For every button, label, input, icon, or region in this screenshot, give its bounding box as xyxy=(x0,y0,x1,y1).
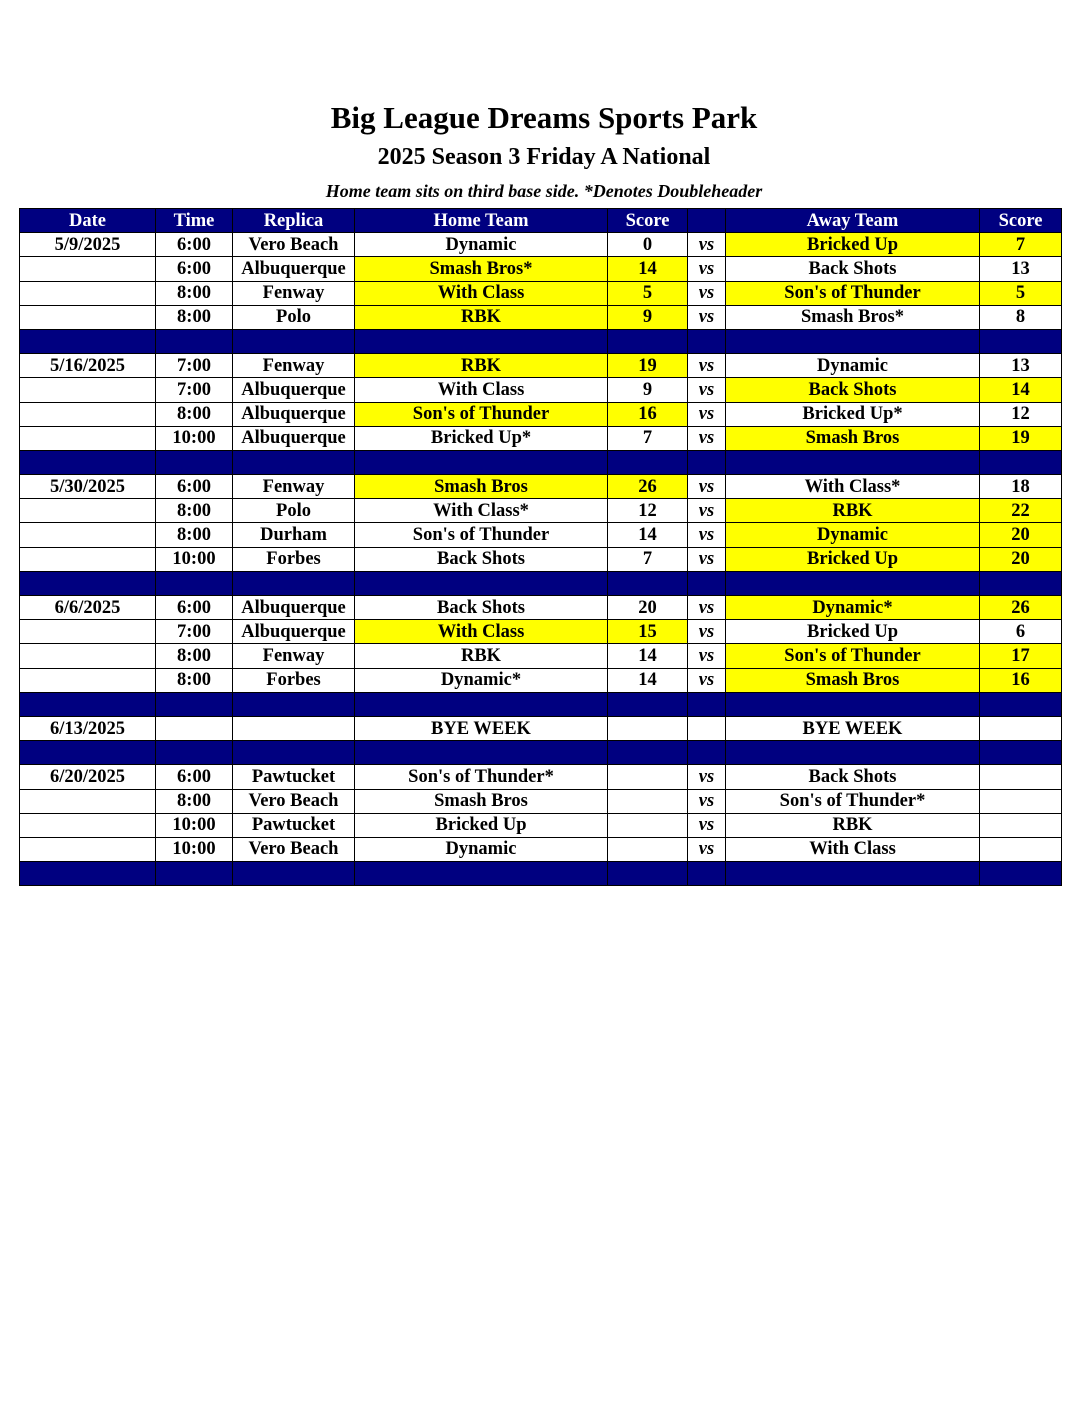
separator-cell xyxy=(980,862,1062,886)
separator-cell xyxy=(156,450,233,474)
vs-cell: vs xyxy=(688,620,726,644)
away-score-cell: 7 xyxy=(980,233,1062,257)
away-team-cell: Smash Bros* xyxy=(726,305,980,329)
home-score-cell: 14 xyxy=(608,668,688,692)
time-cell: 6:00 xyxy=(156,765,233,789)
table-row xyxy=(20,644,1062,668)
away-team-cell: Back Shots xyxy=(726,378,980,402)
separator-cell xyxy=(233,862,355,886)
table-row xyxy=(20,402,1062,426)
separator-cell xyxy=(726,862,980,886)
away-score-cell: 6 xyxy=(980,620,1062,644)
week-separator-row xyxy=(20,862,1062,886)
separator-cell xyxy=(20,741,156,765)
replica-cell: Albuquerque xyxy=(233,378,355,402)
vs-cell: vs xyxy=(688,644,726,668)
away-score-cell: 13 xyxy=(980,257,1062,281)
vs-cell xyxy=(688,716,726,740)
time-cell: 8:00 xyxy=(156,499,233,523)
away-team-cell: Bricked Up xyxy=(726,620,980,644)
home-team-cell: With Class xyxy=(355,620,608,644)
header-home-team: Home Team xyxy=(355,209,608,233)
away-score-cell xyxy=(980,837,1062,861)
replica-cell: Albuquerque xyxy=(233,596,355,620)
replica-cell: Albuquerque xyxy=(233,426,355,450)
separator-cell xyxy=(355,329,608,353)
date-cell: 5/16/2025 xyxy=(20,354,156,378)
away-score-cell: 14 xyxy=(980,378,1062,402)
replica-cell: Fenway xyxy=(233,354,355,378)
table-row xyxy=(20,305,1062,329)
time-cell: 10:00 xyxy=(156,837,233,861)
header-away-team: Away Team xyxy=(726,209,980,233)
separator-cell xyxy=(355,692,608,716)
away-score-cell: 19 xyxy=(980,426,1062,450)
separator-cell xyxy=(156,741,233,765)
separator-cell xyxy=(726,741,980,765)
vs-cell: vs xyxy=(688,426,726,450)
home-score-cell: 12 xyxy=(608,499,688,523)
vs-cell: vs xyxy=(688,765,726,789)
time-cell: 6:00 xyxy=(156,257,233,281)
home-team-cell: RBK xyxy=(355,305,608,329)
home-score-cell xyxy=(608,716,688,740)
vs-cell: vs xyxy=(688,523,726,547)
vs-cell: vs xyxy=(688,547,726,571)
page-title: Big League Dreams Sports Park xyxy=(330,100,758,135)
away-score-cell: 12 xyxy=(980,402,1062,426)
vs-cell: vs xyxy=(688,257,726,281)
separator-cell xyxy=(233,571,355,595)
home-team-cell: With Class xyxy=(355,281,608,305)
away-team-cell: With Class xyxy=(726,837,980,861)
header-home-score: Score xyxy=(608,209,688,233)
away-team-cell: Dynamic* xyxy=(726,596,980,620)
separator-cell xyxy=(726,692,980,716)
separator-cell xyxy=(20,862,156,886)
home-team-cell: With Class* xyxy=(355,499,608,523)
date-cell xyxy=(20,426,156,450)
home-score-cell: 15 xyxy=(608,620,688,644)
separator-cell xyxy=(233,329,355,353)
home-score-cell: 14 xyxy=(608,644,688,668)
away-team-cell: Smash Bros xyxy=(726,426,980,450)
home-score-cell: 26 xyxy=(608,475,688,499)
away-team-cell: Son's of Thunder* xyxy=(726,789,980,813)
away-team-cell: Back Shots xyxy=(726,765,980,789)
time-cell: 7:00 xyxy=(156,378,233,402)
time-cell: 10:00 xyxy=(156,813,233,837)
home-team-cell: RBK xyxy=(355,354,608,378)
away-team-cell: Bricked Up xyxy=(726,233,980,257)
date-cell xyxy=(20,644,156,668)
away-score-cell: 20 xyxy=(980,547,1062,571)
table-row xyxy=(20,499,1062,523)
replica-cell: Vero Beach xyxy=(233,789,355,813)
home-team-cell: Bricked Up xyxy=(355,813,608,837)
away-score-cell xyxy=(980,813,1062,837)
week-separator-row xyxy=(20,450,1062,474)
separator-cell xyxy=(156,692,233,716)
separator-cell xyxy=(608,571,688,595)
home-team-cell: Smash Bros xyxy=(355,789,608,813)
time-cell: 8:00 xyxy=(156,644,233,668)
table-row xyxy=(20,813,1062,837)
separator-cell xyxy=(980,571,1062,595)
replica-cell: Forbes xyxy=(233,668,355,692)
home-score-cell: 7 xyxy=(608,426,688,450)
replica-cell: Fenway xyxy=(233,644,355,668)
away-team-cell: Son's of Thunder xyxy=(726,644,980,668)
vs-cell: vs xyxy=(688,596,726,620)
separator-cell xyxy=(608,741,688,765)
replica-cell: Albuquerque xyxy=(233,402,355,426)
home-score-cell xyxy=(608,789,688,813)
table-row xyxy=(20,716,1062,740)
header-vs xyxy=(688,209,726,233)
separator-cell xyxy=(608,862,688,886)
date-cell xyxy=(20,305,156,329)
home-score-cell: 9 xyxy=(608,305,688,329)
table-row xyxy=(20,620,1062,644)
date-cell: 6/13/2025 xyxy=(20,716,156,740)
away-team-cell: Bricked Up xyxy=(726,547,980,571)
table-row xyxy=(20,257,1062,281)
time-cell: 6:00 xyxy=(156,233,233,257)
replica-cell: Vero Beach xyxy=(233,233,355,257)
replica-cell: Polo xyxy=(233,305,355,329)
vs-cell: vs xyxy=(688,354,726,378)
home-score-cell: 5 xyxy=(608,281,688,305)
replica-cell: Forbes xyxy=(233,547,355,571)
table-header-row xyxy=(20,209,1062,233)
time-cell: 8:00 xyxy=(156,789,233,813)
date-cell xyxy=(20,620,156,644)
date-cell xyxy=(20,523,156,547)
table-row xyxy=(20,596,1062,620)
replica-cell: Pawtucket xyxy=(233,765,355,789)
away-team-cell: Dynamic xyxy=(726,523,980,547)
vs-cell: vs xyxy=(688,281,726,305)
home-score-cell xyxy=(608,837,688,861)
separator-cell xyxy=(980,741,1062,765)
schedule-table xyxy=(19,208,1062,886)
separator-cell xyxy=(233,741,355,765)
separator-cell xyxy=(20,692,156,716)
away-score-cell xyxy=(980,716,1062,740)
replica-cell: Pawtucket xyxy=(233,813,355,837)
home-team-cell: Back Shots xyxy=(355,596,608,620)
vs-cell: vs xyxy=(688,475,726,499)
date-cell xyxy=(20,813,156,837)
table-row xyxy=(20,789,1062,813)
table-row xyxy=(20,523,1062,547)
date-cell xyxy=(20,547,156,571)
week-separator-row xyxy=(20,329,1062,353)
home-team-cell: With Class xyxy=(355,378,608,402)
date-cell xyxy=(20,378,156,402)
week-separator-row xyxy=(20,692,1062,716)
home-team-cell: Bricked Up* xyxy=(355,426,608,450)
schedule-note: Home team sits on third base side. *Denotes Doubleheader xyxy=(325,181,763,201)
header-away-score: Score xyxy=(980,209,1062,233)
replica-cell: Vero Beach xyxy=(233,837,355,861)
separator-cell xyxy=(156,862,233,886)
away-score-cell: 26 xyxy=(980,596,1062,620)
away-team-cell: Bricked Up* xyxy=(726,402,980,426)
home-team-cell: Son's of Thunder xyxy=(355,402,608,426)
separator-cell xyxy=(156,571,233,595)
separator-cell xyxy=(20,450,156,474)
replica-cell: Durham xyxy=(233,523,355,547)
replica-cell: Albuquerque xyxy=(233,620,355,644)
separator-cell xyxy=(980,692,1062,716)
vs-cell: vs xyxy=(688,305,726,329)
home-team-cell: Dynamic xyxy=(355,837,608,861)
vs-cell: vs xyxy=(688,789,726,813)
date-cell xyxy=(20,281,156,305)
time-cell: 6:00 xyxy=(156,475,233,499)
replica-cell: Polo xyxy=(233,499,355,523)
home-team-cell: Back Shots xyxy=(355,547,608,571)
table-row xyxy=(20,378,1062,402)
vs-cell: vs xyxy=(688,813,726,837)
date-cell: 5/9/2025 xyxy=(20,233,156,257)
separator-cell xyxy=(726,329,980,353)
time-cell: 7:00 xyxy=(156,354,233,378)
vs-cell: vs xyxy=(688,233,726,257)
table-row xyxy=(20,475,1062,499)
page-subtitle: 2025 Season 3 Friday A National xyxy=(377,144,711,170)
replica-cell xyxy=(233,716,355,740)
replica-cell: Albuquerque xyxy=(233,257,355,281)
home-team-cell: Dynamic xyxy=(355,233,608,257)
home-score-cell: 16 xyxy=(608,402,688,426)
separator-cell xyxy=(355,862,608,886)
home-score-cell xyxy=(608,765,688,789)
away-team-cell: Back Shots xyxy=(726,257,980,281)
away-team-cell: Dynamic xyxy=(726,354,980,378)
separator-cell xyxy=(608,329,688,353)
separator-cell xyxy=(688,692,726,716)
replica-cell: Fenway xyxy=(233,475,355,499)
home-team-cell: RBK xyxy=(355,644,608,668)
home-team-cell: Smash Bros* xyxy=(355,257,608,281)
away-team-cell: Smash Bros xyxy=(726,668,980,692)
separator-cell xyxy=(608,450,688,474)
away-score-cell: 13 xyxy=(980,354,1062,378)
vs-cell: vs xyxy=(688,668,726,692)
home-score-cell: 19 xyxy=(608,354,688,378)
home-score-cell: 20 xyxy=(608,596,688,620)
header-date: Date xyxy=(20,209,156,233)
separator-cell xyxy=(726,450,980,474)
date-cell xyxy=(20,837,156,861)
vs-cell: vs xyxy=(688,402,726,426)
table-row xyxy=(20,354,1062,378)
home-team-cell: Smash Bros xyxy=(355,475,608,499)
time-cell: 8:00 xyxy=(156,668,233,692)
separator-cell xyxy=(608,692,688,716)
home-team-cell: Dynamic* xyxy=(355,668,608,692)
time-cell: 8:00 xyxy=(156,402,233,426)
away-score-cell: 22 xyxy=(980,499,1062,523)
table-row xyxy=(20,837,1062,861)
away-team-cell: BYE WEEK xyxy=(726,716,980,740)
separator-cell xyxy=(726,571,980,595)
date-cell: 6/6/2025 xyxy=(20,596,156,620)
vs-cell: vs xyxy=(688,378,726,402)
away-score-cell xyxy=(980,789,1062,813)
away-team-cell: RBK xyxy=(726,499,980,523)
separator-cell xyxy=(156,329,233,353)
separator-cell xyxy=(688,571,726,595)
header-replica: Replica xyxy=(233,209,355,233)
away-team-cell: RBK xyxy=(726,813,980,837)
time-cell: 10:00 xyxy=(156,426,233,450)
week-separator-row xyxy=(20,741,1062,765)
away-team-cell: With Class* xyxy=(726,475,980,499)
away-score-cell: 8 xyxy=(980,305,1062,329)
away-team-cell: Son's of Thunder xyxy=(726,281,980,305)
table-row xyxy=(20,281,1062,305)
date-cell xyxy=(20,257,156,281)
table-row xyxy=(20,426,1062,450)
separator-cell xyxy=(980,329,1062,353)
time-cell xyxy=(156,716,233,740)
separator-cell xyxy=(688,741,726,765)
home-score-cell: 14 xyxy=(608,257,688,281)
home-score-cell: 7 xyxy=(608,547,688,571)
separator-cell xyxy=(355,450,608,474)
time-cell: 8:00 xyxy=(156,281,233,305)
replica-cell: Fenway xyxy=(233,281,355,305)
date-cell xyxy=(20,789,156,813)
away-score-cell: 16 xyxy=(980,668,1062,692)
table-row xyxy=(20,668,1062,692)
separator-cell xyxy=(355,741,608,765)
separator-cell xyxy=(20,329,156,353)
away-score-cell: 18 xyxy=(980,475,1062,499)
date-cell xyxy=(20,668,156,692)
away-score-cell: 5 xyxy=(980,281,1062,305)
home-score-cell: 0 xyxy=(608,233,688,257)
separator-cell xyxy=(20,571,156,595)
home-team-cell: Son's of Thunder* xyxy=(355,765,608,789)
away-score-cell: 17 xyxy=(980,644,1062,668)
date-cell xyxy=(20,499,156,523)
separator-cell xyxy=(980,450,1062,474)
date-cell: 6/20/2025 xyxy=(20,765,156,789)
away-score-cell xyxy=(980,765,1062,789)
date-cell xyxy=(20,402,156,426)
vs-cell: vs xyxy=(688,499,726,523)
separator-cell xyxy=(233,692,355,716)
separator-cell xyxy=(233,450,355,474)
time-cell: 8:00 xyxy=(156,305,233,329)
separator-cell xyxy=(355,571,608,595)
time-cell: 10:00 xyxy=(156,547,233,571)
time-cell: 8:00 xyxy=(156,523,233,547)
table-row xyxy=(20,547,1062,571)
home-team-cell: BYE WEEK xyxy=(355,716,608,740)
separator-cell xyxy=(688,862,726,886)
table-row xyxy=(20,233,1062,257)
home-score-cell: 14 xyxy=(608,523,688,547)
table-row xyxy=(20,765,1062,789)
home-score-cell: 9 xyxy=(608,378,688,402)
separator-cell xyxy=(688,329,726,353)
time-cell: 7:00 xyxy=(156,620,233,644)
home-team-cell: Son's of Thunder xyxy=(355,523,608,547)
separator-cell xyxy=(688,450,726,474)
time-cell: 6:00 xyxy=(156,596,233,620)
away-score-cell: 20 xyxy=(980,523,1062,547)
week-separator-row xyxy=(20,571,1062,595)
date-cell: 5/30/2025 xyxy=(20,475,156,499)
header-time: Time xyxy=(156,209,233,233)
home-score-cell xyxy=(608,813,688,837)
vs-cell: vs xyxy=(688,837,726,861)
